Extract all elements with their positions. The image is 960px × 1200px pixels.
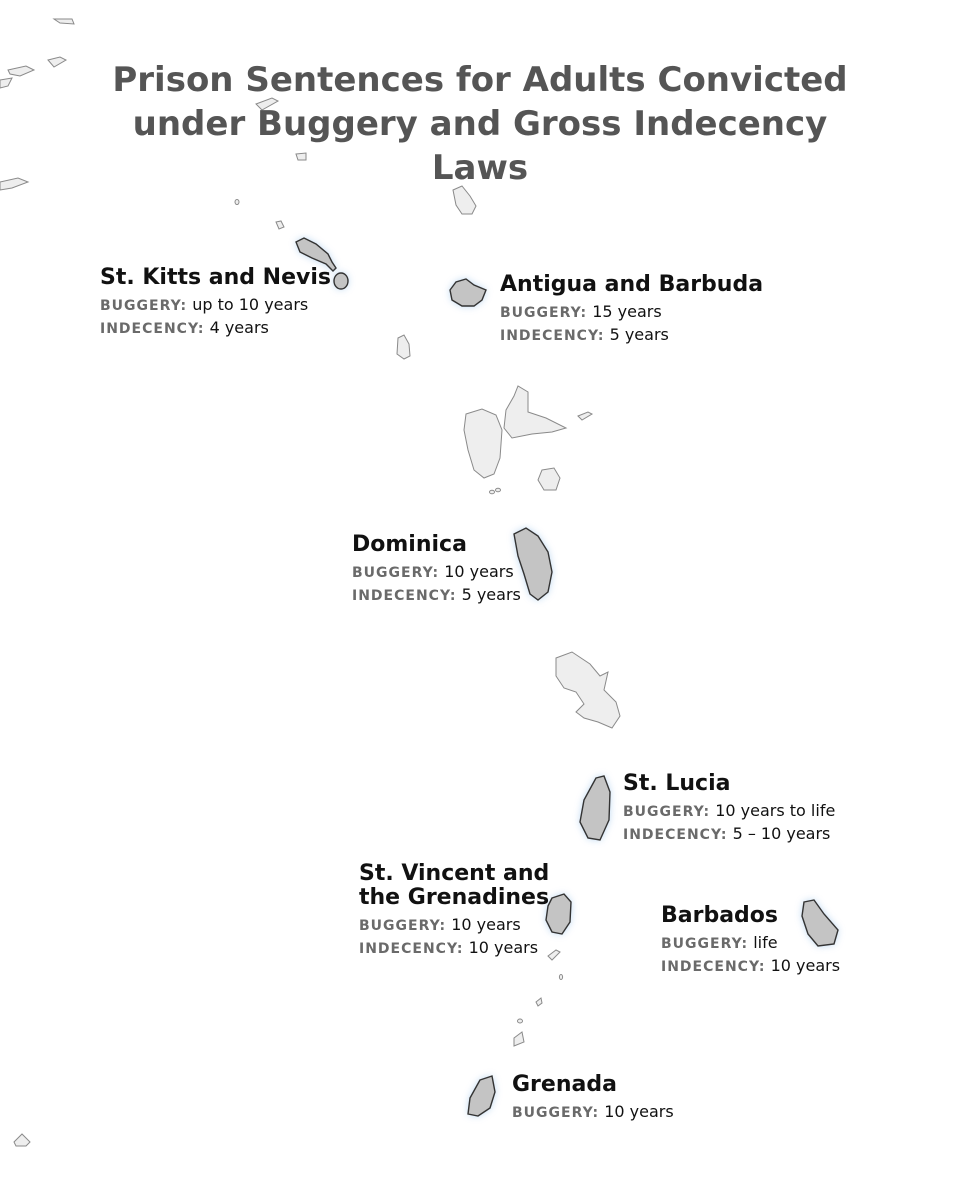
islet-top-left-1: [54, 19, 74, 24]
map-title: [80, 58, 880, 190]
label-st-lucia: [623, 772, 835, 846]
country-name: St. Vincent and the Grenadines: [359, 861, 550, 910]
islet-bequia: [548, 950, 560, 960]
islet-grenadine-1: [559, 975, 562, 980]
indecency-sentence: INDECENCY: 4 years: [100, 318, 269, 337]
buggery-sentence: BUGGERY: 10 years: [352, 562, 514, 581]
indecency-sentence: INDECENCY: 10 years: [661, 956, 841, 975]
islet-les-saintes-2: [496, 488, 501, 492]
island-grenada: [468, 1076, 495, 1116]
indecency-sentence: INDECENCY: 10 years: [359, 938, 539, 957]
label-barbados: [661, 904, 840, 978]
islet-bottom-left: [14, 1134, 30, 1146]
islet-top-left-2: [48, 57, 66, 67]
buggery-sentence: BUGGERY: 10 years: [512, 1102, 674, 1121]
islet-top-left-5: [0, 178, 28, 190]
country-name: Grenada: [512, 1072, 617, 1097]
indecency-sentence: INDECENCY: 5 – 10 years: [623, 824, 831, 843]
buggery-sentence: BUGGERY: up to 10 years: [100, 295, 309, 314]
island-guadeloupe-grande-terre: [504, 386, 566, 438]
country-name: Dominica: [352, 532, 467, 557]
island-st-lucia: [580, 776, 610, 840]
islet-saba: [235, 200, 239, 205]
label-antigua-and-barbuda: [500, 273, 763, 347]
island-marie-galante: [538, 468, 560, 490]
islet-top-left-3: [8, 66, 34, 76]
island-st-vincent: [546, 894, 571, 934]
country-name: Antigua and Barbuda: [500, 272, 764, 297]
map-title-line-1: Prison Sentences for Adults Convicted: [112, 60, 848, 100]
islet-les-saintes-1: [490, 490, 495, 494]
island-desirade: [578, 412, 592, 420]
indecency-sentence: INDECENCY: 5 years: [352, 585, 521, 604]
buggery-sentence: BUGGERY: life: [661, 933, 778, 952]
island-nevis: [334, 273, 348, 289]
islet-carriacou: [514, 1032, 524, 1046]
island-martinique: [556, 652, 620, 728]
country-name: Barbados: [661, 903, 779, 928]
island-guadeloupe-basse-terre: [464, 409, 502, 478]
map-title-line-2: under Buggery and Gross Indecency Laws: [132, 104, 828, 188]
islet-grenadine-2: [536, 998, 542, 1006]
label-dominica: [352, 533, 521, 607]
label-st-kitts-and-nevis: [100, 266, 331, 340]
country-name: St. Lucia: [623, 771, 731, 796]
island-antigua: [450, 279, 486, 306]
islet-top-left-4: [0, 78, 12, 88]
islet-grenadine-3: [518, 1019, 523, 1023]
island-barbuda: [453, 186, 476, 214]
buggery-sentence: BUGGERY: 10 years to life: [623, 801, 836, 820]
country-name: St. Kitts and Nevis: [100, 265, 331, 290]
buggery-sentence: BUGGERY: 15 years: [500, 302, 662, 321]
island-montserrat: [397, 335, 410, 359]
indecency-sentence: INDECENCY: 5 years: [500, 325, 669, 344]
label-grenada: [512, 1073, 674, 1124]
label-st-vincent-and-the-grenadines: [359, 862, 549, 960]
islet-statia: [276, 221, 284, 229]
buggery-sentence: BUGGERY: 10 years: [359, 915, 521, 934]
